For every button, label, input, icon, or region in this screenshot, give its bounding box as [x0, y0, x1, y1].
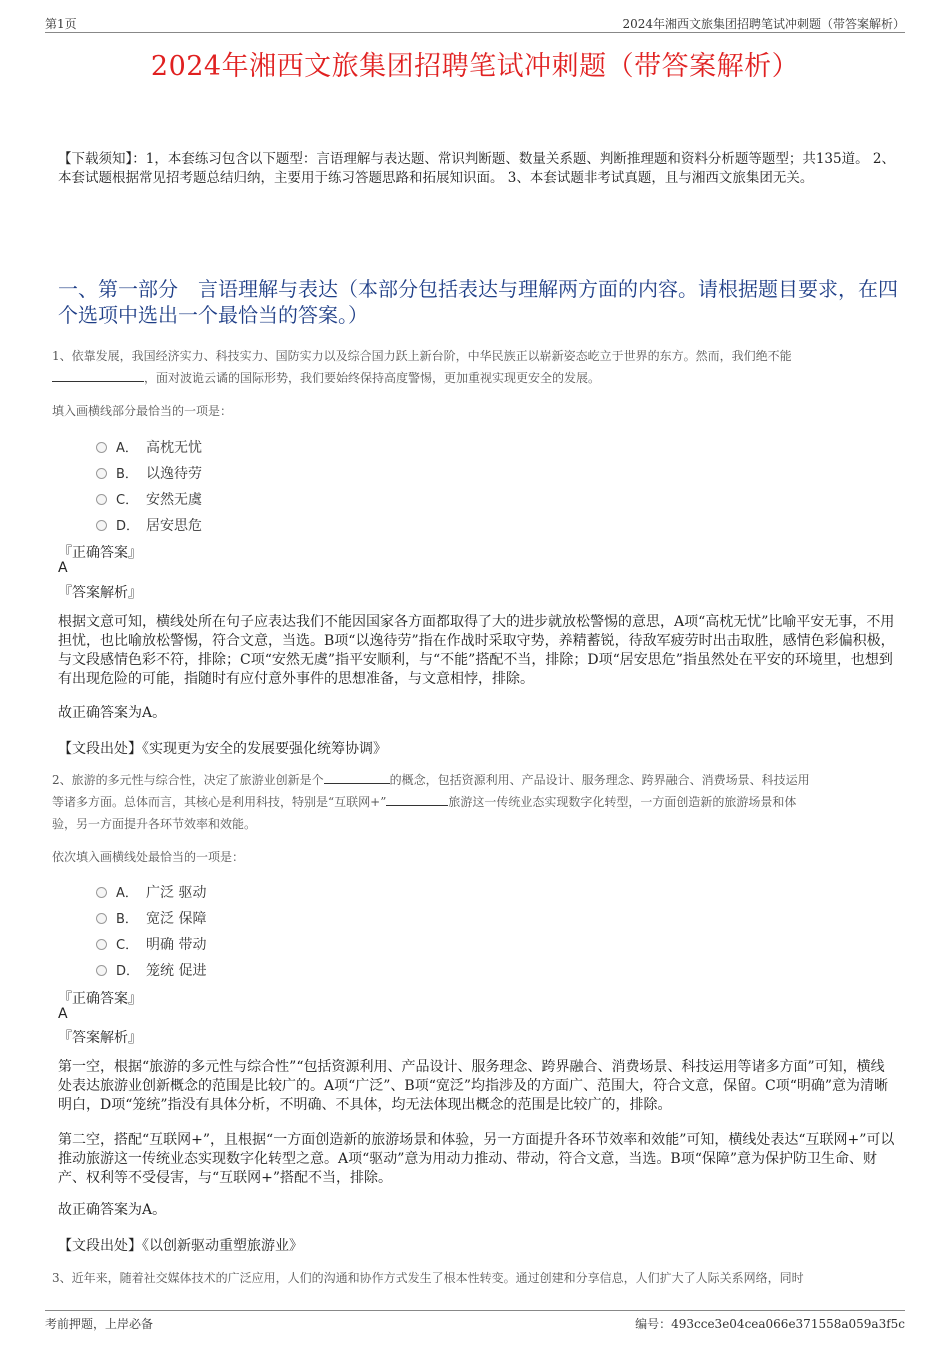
radio-icon[interactable] [96, 913, 107, 924]
correct-answer-label: 『正确答案』 [58, 991, 142, 1007]
page-title: 2024年湘西文旅集团招聘笔试冲刺题（带答案解析） [150, 51, 800, 82]
answer-blank [52, 369, 144, 382]
conclusion-text: 故正确答案为A。 [58, 1202, 167, 1218]
question-2-prompt: 依次填入画横线处最恰当的一项是： [52, 850, 245, 864]
download-notice: 【下载须知】：1，本套练习包含以下题型：言语理解与表达题、常识判断题、数量关系题、判断推理题和资料分析题等题型；共135道。 2、本套试题根据常见招考题总结归纳，主要用于练习答题思路和拓展知识面。 3、本套试题非考试真题，且与湘西文旅集团无关。 [58, 151, 895, 186]
q1-option-a[interactable]: A． 高枕无忧 [96, 437, 202, 457]
page-footer [45, 1310, 905, 1333]
page-header [45, 14, 905, 33]
radio-icon[interactable] [96, 965, 107, 976]
correct-answer-label: 『正确答案』 [58, 545, 142, 561]
correct-answer: A [58, 560, 68, 576]
question-1-stem: 1、依靠发展，我国经济实力、科技实力、国防实力以及综合国力跃上新台阶，中华民族正以崭新姿态屹立于世界的东方。然而，我们绝不能 ，面对波诡云谲的国际形势，我们要始终保持高度警惕，更加重视实现更安全的发展。 [52, 349, 792, 385]
conclusion-text: 故正确答案为A。 [58, 705, 167, 721]
radio-icon[interactable] [96, 939, 107, 950]
footer-slogan: 考前押题，上岸必备 [45, 1317, 154, 1331]
radio-icon[interactable] [96, 468, 107, 479]
section-heading: 一、第一部分 言语理解与表达（本部分包括表达与理解两方面的内容。请根据题目要求，在四个选项中选出一个最恰当的答案。） [58, 277, 898, 327]
question-3-stem: 3、近年来，随着社交媒体技术的广泛应用，人们的沟通和协作方式发生了根本性转变。通过创建和分享信息，人们扩大了人际关系网络，同时 [52, 1271, 804, 1285]
q2-option-d[interactable]: D． 笼统 促进 [96, 960, 206, 980]
radio-icon[interactable] [96, 887, 107, 898]
analysis-label: 『答案解析』 [58, 585, 142, 601]
analysis-text-1: 第一空，根据“旅游的多元性与综合性”“包括资源利用、产品设计、服务理念、跨界融合、消费场景、科技运用等诸多方面”可知，横线处表达旅游业创新概念的范围是比较广的。A项“广泛”、B项“宽泛”均指涉及的方面广、范围大，符合文意，保留。C项“明确”意为清晰明白，D项“笼统”指没有具体分析，不明确、不具体，均无法体现出概念的范围是比较广的，排除。 [58, 1059, 889, 1113]
source-citation: 【文段出处】《实现更为安全的发展要强化统筹协调》 [58, 741, 387, 757]
analysis-text-2: 第二空，搭配“互联网+”，且根据“一方面创造新的旅游场景和体验，另一方面提升各环节效率和效能”可知，横线处表达“互联网+”可以推动旅游这一传统业态实现数字化转型之意。A项“驱动”意为用动力推动、带动，符合文意，当选。B项“保障”意为保护防卫生命、财产、权利等不受侵害，与“互联网+”搭配不当，排除。 [58, 1132, 895, 1186]
analysis-label: 『答案解析』 [58, 1030, 142, 1046]
source-citation: 【文段出处】《以创新驱动重塑旅游业》 [58, 1238, 303, 1254]
document-id: 编号：493cce3e04cea066e371558a059a3f5c [635, 1317, 905, 1331]
radio-icon[interactable] [96, 494, 107, 505]
answer-blank [386, 793, 448, 806]
q2-option-a[interactable]: A． 广泛 驱动 [96, 882, 206, 902]
question-1-prompt: 填入画横线部分最恰当的一项是： [52, 404, 233, 418]
page-number: 第1页 [45, 17, 77, 31]
q1-option-b[interactable]: B． 以逸待劳 [96, 463, 202, 483]
q1-option-d[interactable]: D． 居安思危 [96, 515, 202, 535]
analysis-text: 根据文意可知，横线处所在句子应表达我们不能因国家各方面都取得了大的进步就放松警惕的意思，A项“高枕无忧”比喻平安无事，不用担忧，也比喻放松警惕，符合文意，当选。B项“以逸待劳”指在作战时采取守势，养精蓄锐，待敌军疲劳时出击取胜，感情色彩偏积极，与文段感情色彩不符，排除；C项“安然无虞”指平安顺利，与“不能”搭配不当，排除；D项“居安思危”指虽然处在平安的环境里，也想到有出现危险的可能，指随时有应付意外事件的思想准备，与文意相悖，排除。 [58, 614, 895, 687]
q1-option-c[interactable]: C． 安然无虞 [96, 489, 202, 509]
radio-icon[interactable] [96, 520, 107, 531]
radio-icon[interactable] [96, 442, 107, 453]
answer-blank [324, 771, 390, 784]
q2-option-b[interactable]: B． 宽泛 保障 [96, 908, 206, 928]
q2-option-c[interactable]: C． 明确 带动 [96, 934, 206, 954]
question-2-stem: 2、旅游的多元性与综合性，决定了旅游业创新是个 的概念，包括资源利用、产品设计、服务理念、跨界融合、消费场景、科技运用 等诸多方面。总体而言，其核心是利用科技，特别是“互联网+” 旅游这一传统业态实现数字化转型，一方面创造新的旅游场景和体 验，另一方面提升各环节效率和效能。 [52, 773, 810, 831]
correct-answer: A [58, 1006, 68, 1022]
header-doc-title: 2024年湘西文旅集团招聘笔试冲刺题（带答案解析） [622, 17, 905, 31]
